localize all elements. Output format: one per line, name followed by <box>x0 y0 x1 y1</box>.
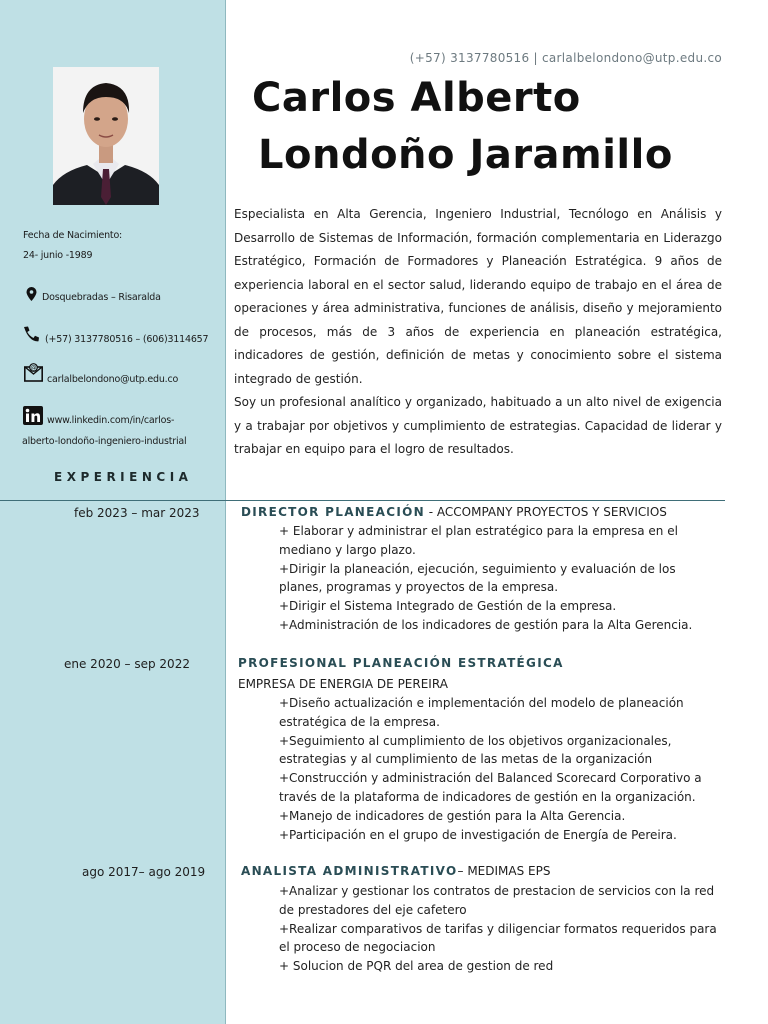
bullet-line: +Construcción y administración del Balanced Scorecard Corporativo a <box>279 771 702 786</box>
job-title: ANALISTA ADMINISTRATIVO <box>241 864 458 878</box>
experience-bullets <box>279 522 692 635</box>
phone-text: (+57) 3137780516 – (606)3114657 <box>45 334 209 345</box>
bullet-line: +Participación en el grupo de investigación de Energía de Pereira. <box>279 827 677 842</box>
map-pin-icon <box>26 286 37 305</box>
company-name: EMPRESA DE ENERGIA DE PEREIRA <box>238 677 448 691</box>
email-text: carlalbelondono@utp.edu.co <box>47 374 179 385</box>
experience-title-line <box>241 864 550 878</box>
section-divider <box>0 500 725 501</box>
linkedin-url-line1[interactable]: www.linkedin.com/in/carlos- <box>47 415 175 426</box>
job-title: DIRECTOR PLANEACIÓN <box>241 505 425 519</box>
summary-paragraph-1: Especialista en Alta Gerencia, Ingeniero Industrial, Tecnólogo en Análisis y Desarrollo de Sistemas de Información, formación complementaria en Liderazgo Estratégico, Formación de Formadores y Planeación Estratégica. 9 años de experiencia laboral en el sector salud, liderando equipo de trabajo en el área de operaciones y área administrativa, funciones de análisis, diseño y mejoramiento de procesos, más de 3 años de experiencia en planeación estratégica, indicadores de gestión, definición de metas y conocimiento sobre el sistema integrado de gestión. <box>234 207 722 386</box>
bullet-line: +Analizar y gestionar los contratos de prestacion de servicios con la red <box>279 884 715 898</box>
bullet-line: estratégica de la empresa. <box>279 714 440 729</box>
profile-photo <box>53 67 159 205</box>
svg-text:@: @ <box>30 364 37 372</box>
bullet-line: el proceso de negociacion <box>279 940 436 955</box>
linkedin-icon <box>23 406 43 429</box>
bullet-line: +Dirigir el Sistema Integrado de Gestión de la empresa. <box>279 599 617 614</box>
experience-dates: feb 2023 – mar 2023 <box>74 506 200 520</box>
name-line-1: Carlos Alberto <box>252 75 581 121</box>
email-icon <box>24 363 43 386</box>
bullet-line: planes, programas y proyectos de la empresa. <box>279 580 559 595</box>
bullet-line: +Manejo de indicadores de gestión para la Alta Gerencia. <box>279 808 626 823</box>
bullet-line: +Diseño actualización e implementación del modelo de planeación <box>279 696 684 710</box>
experience-title-line <box>241 505 667 519</box>
bullet-line: + Elaborar y administrar el plan estratégico para la empresa en el <box>279 524 678 538</box>
experience-dates: ago 2017– ago 2019 <box>82 865 206 879</box>
birth-date: 24- junio -1989 <box>23 250 93 261</box>
bullet-line: +Seguimiento al cumplimiento de los objetivos organizacionales, <box>279 733 672 748</box>
bullet-line: de prestadores del eje cafetero <box>279 902 467 917</box>
linkedin-url-line2[interactable]: alberto-londoño-ingeniero-industrial <box>22 436 187 447</box>
phone-icon <box>22 326 40 346</box>
experience-bullets <box>279 882 717 976</box>
location-text: Dosquebradas – Risaralda <box>42 292 161 303</box>
birth-date-label: Fecha de Nacimiento: <box>23 230 123 241</box>
bullet-line: mediano y largo plazo. <box>279 542 416 557</box>
header-contact: (+57) 3137780516 | carlalbelondono@utp.edu.co <box>409 51 722 65</box>
experience-bullets <box>279 694 702 844</box>
bullet-line: través de la plataforma de indicadores de gestión en la organización. <box>279 789 696 804</box>
profile-summary <box>234 203 722 462</box>
experience-dates: ene 2020 – sep 2022 <box>64 657 190 671</box>
summary-paragraph-2: Soy un profesional analítico y organizado, habituado a un alto nivel de exigencia y a trabajar por objetivos y cumplimiento de estrategias. Capacidad de liderar y trabajar en equipo para el logro de resultados. <box>234 395 722 456</box>
bullet-line: +Administración de los indicadores de gestión para la Alta Gerencia. <box>279 617 693 632</box>
company-name: – MEDIMAS EPS <box>457 864 551 878</box>
bullet-line: + Solucion de PQR del area de gestion de red <box>279 959 554 974</box>
bullet-line: estrategias y al cumplimiento de las metas de la organización <box>279 752 653 767</box>
name-line-2: Londoño Jaramillo <box>258 132 673 178</box>
company-name: - ACCOMPANY PROYECTOS Y SERVICIOS <box>424 505 667 519</box>
experience-heading: EXPERIENCIA <box>54 470 193 484</box>
bullet-line: +Dirigir la planeación, ejecución, seguimiento y evaluación de los <box>279 561 676 576</box>
bullet-line: +Realizar comparativos de tarifas y diligenciar formatos requeridos para <box>279 921 717 936</box>
job-title: PROFESIONAL PLANEACIÓN ESTRATÉGICA <box>238 656 564 670</box>
